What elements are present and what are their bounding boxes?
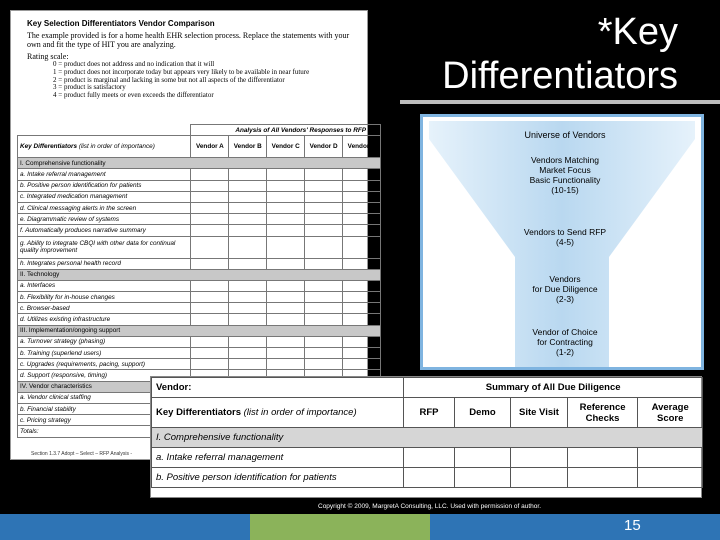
col-average-score: Average Score [638,398,703,428]
score-cell [305,191,343,202]
row-label: b. Flexibility for in-house changes [18,292,191,303]
score-cell [191,258,229,269]
score-cell [305,214,343,225]
score-cell [267,292,305,303]
row-label: d. Utilizes existing infrastructure [18,314,191,325]
score-cell [305,180,343,191]
score-cell [229,314,267,325]
score-cell [229,169,267,180]
col-rfp: RFP [404,398,454,428]
row-label: I. Comprehensive functionality [18,158,381,169]
row-label: d. Clinical messaging alerts in the screen [18,202,191,213]
key-diff-header: Key Differentiators (list in order of importance) [18,136,191,158]
table-row [18,292,381,303]
row-label: b. Training (superlend users) [18,348,191,359]
score-cell [191,303,229,314]
due-diligence-summary-table [150,376,702,498]
row-label: c. Pricing strategy [18,415,191,426]
score-cell [343,348,381,359]
score-cell [305,292,343,303]
doc-heading: Key Selection Differentiators Vendor Comparison [27,19,215,28]
slide-title-line2: Differentiators [442,55,678,97]
score-cell [305,169,343,180]
score-cell [343,214,381,225]
score-cell [191,292,229,303]
slide-number: 15 [624,517,641,534]
score-cell [191,359,229,370]
score-cell [305,202,343,213]
section-row [18,325,381,336]
row-label: a. Intake referral management [18,169,191,180]
score-cell [267,236,305,258]
col-site-visit: Site Visit [511,398,568,428]
rating-item: 2 = product is marginal and lacking in some but not all aspects of the differentiator [53,75,285,84]
row-label: a. Vendor clinical staffing [18,392,191,403]
summary-item: a. Intake referral management [152,448,404,468]
score-cell [229,280,267,291]
slide-title-line1: *Key [597,11,678,53]
score-cell [229,258,267,269]
col-demo: Demo [454,398,511,428]
score-cell [191,214,229,225]
score-cell [229,236,267,258]
score-cell [305,359,343,370]
score-cell [191,236,229,258]
slide-title [378,10,678,98]
score-cell [343,169,381,180]
score-cell [267,348,305,359]
score-cell [191,314,229,325]
doc-footer: Section 1.3.7 Adopt – Select – RFP Analysis - [31,451,133,457]
score-cell [191,225,229,236]
score-cell [343,236,381,258]
score-cell [267,303,305,314]
funnel-stage-rfp: Vendors to Send RFP (4-5) [523,227,607,247]
footer-bar-left [0,514,250,540]
table-row [18,180,381,191]
table-row [18,225,381,236]
table-row [18,236,381,258]
rating-item: 4 = product fully meets or even exceeds the differentiator [53,91,214,100]
table-row [18,348,381,359]
funnel-stage-due-diligence: Vendors for Due Diligence (2-3) [532,274,598,304]
score-cell [343,303,381,314]
score-cell [229,303,267,314]
funnel-stage-contracting: Vendor of Choice for Contracting (1-2) [532,327,598,357]
vendor-label: Vendor: [152,378,404,398]
score-cell [305,236,343,258]
row-label: a. Turnover strategy (phasing) [18,336,191,347]
score-cell [229,225,267,236]
rating-item: 0 = product does not address and no indication that it will [53,60,215,68]
score-cell [305,336,343,347]
table-row [18,258,381,269]
score-cell [267,258,305,269]
table-row [18,214,381,225]
score-cell [343,292,381,303]
table-row [18,202,381,213]
score-cell [343,180,381,191]
score-cell [229,359,267,370]
key-diff-header: Key Differentiators (list in order of importance) [152,398,404,428]
score-cell [267,280,305,291]
row-label: c. Integrated medication management [18,191,191,202]
score-cell [229,180,267,191]
vendor-col-header: Vendor B [229,136,267,158]
rating-item: 3 = product is satisfactory [53,83,126,92]
row-label: g. Ability to integrate CBQI with other data for continual quality improvement [18,236,191,258]
score-cell [343,359,381,370]
score-cell [305,225,343,236]
score-cell [267,214,305,225]
row-label: III. Implementation/ongoing support [18,325,381,336]
row-label: c. Upgrades (requirements, pacing, support) [18,359,191,370]
score-cell [267,225,305,236]
score-cell [343,314,381,325]
funnel-stage-universe: Universe of Vendors [524,130,606,140]
summary-header: Summary of All Due Diligence [404,378,703,398]
score-cell [267,359,305,370]
score-cell [229,348,267,359]
row-label: II. Technology [18,269,381,280]
section-row [18,158,381,169]
row-label: IV. Vendor characteristics [18,381,381,392]
score-cell [267,202,305,213]
score-cell [305,258,343,269]
footer-bar-right [430,514,720,540]
score-cell [343,336,381,347]
score-cell [305,314,343,325]
table-row [18,359,381,370]
vendor-col-header: Vendor A [191,136,229,158]
score-cell [343,202,381,213]
score-cell [191,169,229,180]
row-label: d. Support (responsive, timing) [18,370,191,381]
footer-bar-middle [250,514,430,540]
score-cell [267,336,305,347]
rating-label: Rating scale: [27,52,69,61]
row-label: Totals: [18,426,191,437]
score-cell [229,191,267,202]
score-cell [267,169,305,180]
section-row [18,269,381,280]
vendor-col-header: Vendor E [343,136,381,158]
score-cell [229,202,267,213]
score-cell [267,314,305,325]
row-label: b. Positive person identification for patients [18,180,191,191]
score-cell [305,303,343,314]
score-cell [229,292,267,303]
score-cell [191,348,229,359]
rating-list [27,61,357,100]
score-cell [229,336,267,347]
col-reference-checks: Reference Checks [567,398,638,428]
row-label: b. Financial stability [18,403,191,414]
doc-intro: The example provided is for a home health EHR selection process. Replace the statements with your own and fit the type of HIT you are analyzing. [27,31,350,49]
title-divider [400,100,720,104]
score-cell [191,336,229,347]
score-cell [343,191,381,202]
vendor-funnel [420,114,704,370]
rating-item: 1 = product does not incorporate today but appears very likely to be available in near future [53,67,310,76]
score-cell [191,280,229,291]
score-cell [191,191,229,202]
table-row [18,303,381,314]
analysis-header: Analysis of All Vendors' Responses to RFP [191,125,381,136]
copyright-notice: Copyright © 2009, MargretA Consulting, LLC. Used with permission of author. [318,503,542,510]
score-cell [305,280,343,291]
score-cell [191,180,229,191]
score-cell [229,214,267,225]
score-cell [343,258,381,269]
row-label: f. Automatically produces narrative summary [18,225,191,236]
row-label: h. Integrates personal health record [18,258,191,269]
table-row [18,280,381,291]
table-row [18,336,381,347]
row-label: e. Diagrammatic review of systems [18,214,191,225]
table-row [18,191,381,202]
score-cell [267,180,305,191]
row-label: c. Browser-based [18,303,191,314]
summary-section: I. Comprehensive functionality [152,428,703,448]
vendor-col-header: Vendor D [305,136,343,158]
score-cell [267,191,305,202]
table-row [18,169,381,180]
table-row [18,314,381,325]
summary-item: b. Positive person identification for patients [152,468,404,488]
score-cell [305,348,343,359]
score-cell [343,280,381,291]
funnel-stage-matching: Vendors Matching Market Focus Basic Functionality (10-15) [529,155,601,195]
row-label: a. Interfaces [18,280,191,291]
score-cell [343,225,381,236]
score-cell [191,202,229,213]
vendor-col-header: Vendor C [267,136,305,158]
